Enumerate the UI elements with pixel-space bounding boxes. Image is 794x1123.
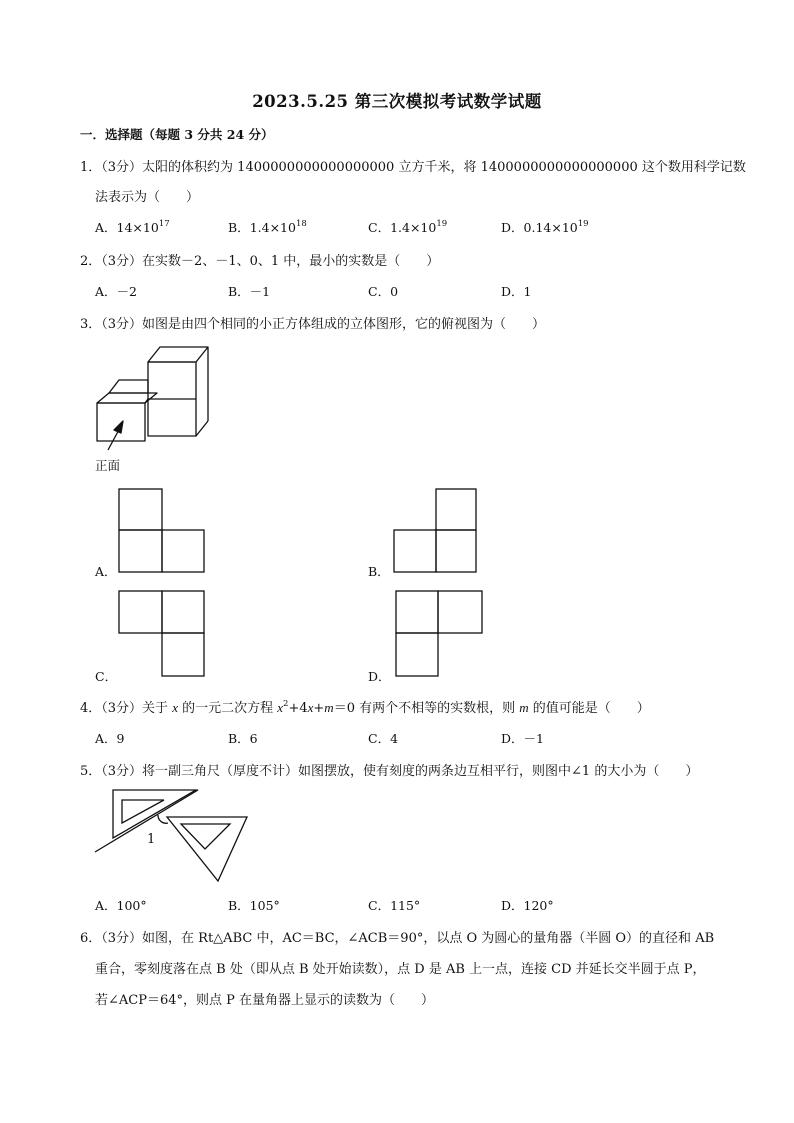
q4-option-c[interactable]: C．4 — [368, 731, 399, 746]
front-label: 正面 — [95, 458, 121, 473]
question-3-text: 3．（3分）如图是由四个相同的小正方体组成的立体图形，它的俯视图为（ ） — [80, 317, 546, 332]
q5-option-a[interactable]: A．100° — [95, 898, 147, 913]
question-1-text-cont: 法表示为（ ） — [95, 190, 200, 205]
question-1-text: 1．（3分）太阳的体积约为 1400000000000000000 立方千米，将 1400000000000000000 这个数用科学记数 — [80, 160, 746, 175]
q3-option-b[interactable]: B． — [368, 564, 390, 579]
question-6-text-cont-2: 若∠ACP＝64°，则点 P 在量角器上显示的读数为（ ） — [95, 993, 435, 1008]
q1-option-c[interactable]: C．$1.4\times 10^{19}$ — [368, 219, 448, 235]
q4-option-b[interactable]: B．6 — [228, 731, 258, 746]
q3-option-a[interactable]: A． — [95, 564, 117, 579]
q5-option-b[interactable]: B．105° — [228, 898, 280, 913]
section-heading: 一．选择题（每题 3 分共 24 分） — [80, 127, 274, 142]
q2-option-a[interactable]: A．－2 — [95, 284, 137, 299]
question-2-text: 2．（3分）在实数－2、－1、0、1 中，最小的实数是（ ） — [80, 254, 440, 269]
q1-option-a[interactable]: A．$14\times 10^{17}$ — [95, 219, 170, 235]
question-4-text: 4．（3分）关于 x 的一元二次方程 $x^2+4x+m=0$ 有两个不相等的实数根，则 m 的值可能是（ ） — [80, 699, 650, 716]
q2-option-c[interactable]: C．0 — [368, 284, 399, 299]
q3-option-d[interactable]: D． — [368, 669, 391, 684]
question-5-text: 5．（3分）将一副三角尺（厚度不计）如图摆放，使有刻度的两条边互相平行，则图中∠1 的大小为（ ） — [80, 764, 699, 779]
q4-option-d[interactable]: D．－1 — [501, 731, 544, 746]
q5-option-c[interactable]: C．115° — [368, 898, 421, 913]
page-title: 2023.5.25 第三次模拟考试数学试题 — [252, 92, 542, 111]
q3-option-c[interactable]: C． — [95, 669, 118, 684]
q2-option-d[interactable]: D．1 — [501, 284, 532, 299]
q5-option-d[interactable]: D．120° — [501, 898, 554, 913]
q1-option-d[interactable]: D．$0.14\times 10^{19}$ — [501, 219, 589, 235]
angle-1-label: 1 — [147, 832, 156, 847]
q2-option-b[interactable]: B．－1 — [228, 284, 271, 299]
q4-option-a[interactable]: A．9 — [95, 731, 125, 746]
q1-option-b[interactable]: B．$1.4\times 10^{18}$ — [228, 219, 307, 235]
question-6-text: 6．（3分）如图，在 Rt△ABC 中，AC＝BC，∠ACB＝90°，以点 O 为圆心的量角器（半圆 O）的直径和 AB — [80, 931, 715, 946]
question-6-text-cont: 重合，零刻度落在点 B 处（即从点 B 处开始读数），点 D 是 AB 上一点，连接 CD 并延长交半圆于点 P， — [95, 962, 706, 977]
